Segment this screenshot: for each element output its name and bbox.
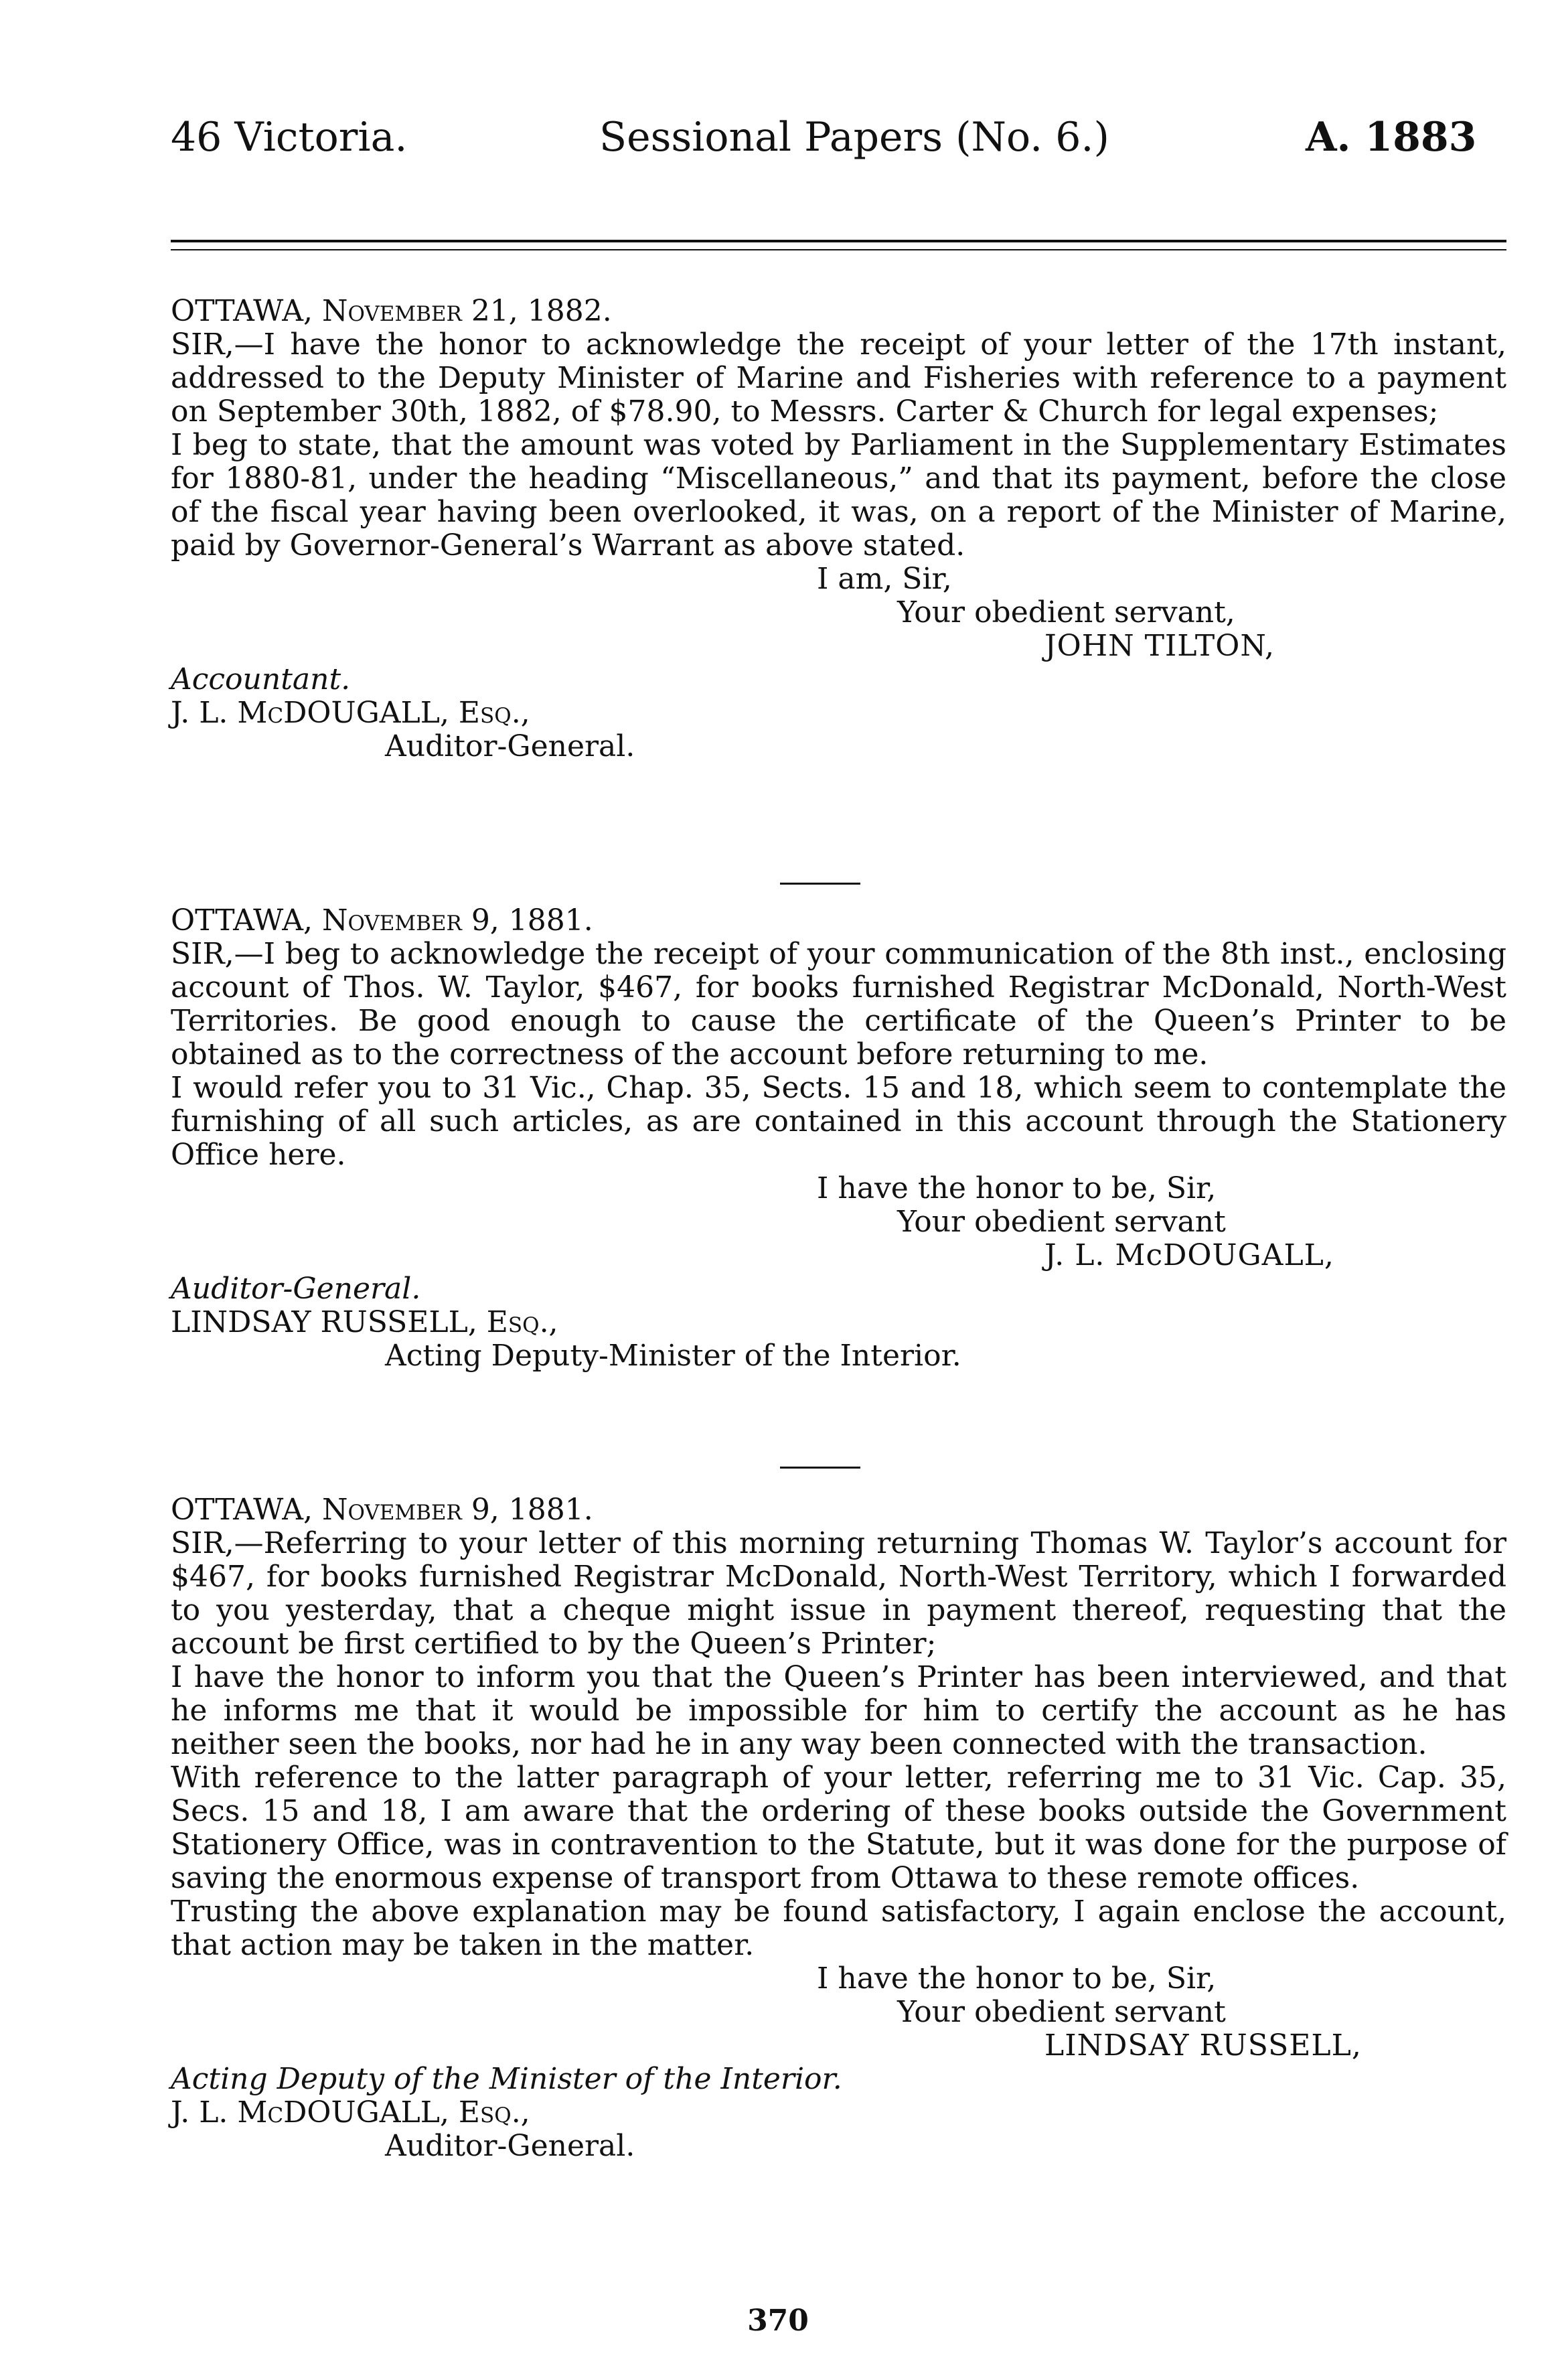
letter-addressee-title: Acting Deputy-Minister of the Interior. [385,1339,961,1373]
letter-2 [171,904,1506,1373]
letter-separator [780,1467,860,1469]
header-title: Sessional Papers (No. 6.) [599,114,1109,161]
letter-date: OTTAWA, November 9, 1881. [171,1493,593,1527]
letter-signatory-title: Acting Deputy of the Minister of the Interior. [171,2062,842,2096]
letter-separator [780,883,860,885]
header-rule-thin [171,249,1506,250]
letter-closing: I have the honor to be, Sir, [817,1961,1217,1996]
letter-paragraph: I have the honor to inform you that the Queen’s Printer has been interviewed, and that he informs me that it would be impossible for him to certify the account as he has neither seen the books, nor had he in any way been connected with the transaction. [171,1660,1506,1761]
letter-paragraph: I beg to state, that the amount was voted by Parliament in the Supplementary Estimates for 1880-81, under the heading “Miscellaneous,” and that its payment, before the close of the fiscal year having been overlooked, it was, on a report of the Minister of Marine, paid by Governor-General’s Warrant as above stated. [171,428,1506,563]
letter-addressee-title: Auditor-General. [385,2129,635,2163]
header-year: A. 1883 [1306,114,1477,161]
letter-closing: Your obedient servant [897,1995,1226,2029]
letter-addressee-title: Auditor-General. [385,729,635,763]
letter-1 [171,295,1506,763]
letter-date: OTTAWA, November 21, 1882. [171,294,612,328]
letter-closing: Your obedient servant [897,1205,1226,1239]
letter-signature: LINDSAY RUSSELL, [1044,2028,1362,2063]
letter-signatory-title: Auditor-General. [171,1272,421,1306]
letter-paragraph: With reference to the latter paragraph of your letter, referring me to 31 Vic. Cap. 35, Secs. 15 and 18, I am aware that the ordering of these books outside the Government Stationery Office, was in contravention to the Statute, but it was done for the purpose of saving the enormous expense of transport from Ottawa to these remote offices. [171,1761,1506,1895]
letter-paragraph: SIR,—I beg to acknowledge the receipt of your communication of the 8th inst., enclosing account of Thos. W. Taylor, $467, for books furnished Registrar McDonald, North-West Territories. Be good enough to cause the certificate of the Queen’s Printer to be obtained as to the correctness of the account before returning to me. [171,937,1506,1071]
page-header [0,114,1556,174]
letter-date: OTTAWA, November 9, 1881. [171,903,593,938]
letter-addressee-name: J. L. McDOUGALL, Esq., [171,696,530,730]
letter-paragraph: SIR,—I have the honor to acknowledge the receipt of your letter of the 17th instant, addressed to the Deputy Minister of Marine and Fisheries with reference to a payment on September 30th, 1882, of $78.90, to Messrs. Carter & Church for legal expenses; [171,327,1506,429]
header-volume: 46 Victoria. [171,114,408,161]
letter-closing: I am, Sir, [817,562,952,596]
letter-closing: I have the honor to be, Sir, [817,1171,1217,1205]
header-rule-thick [171,240,1506,242]
letter-signature: J. L. McDOUGALL, [1044,1238,1334,1272]
letter-signatory-title: Accountant. [171,662,351,696]
letter-signature: JOHN TILTON, [1044,629,1275,663]
letter-paragraph: I would refer you to 31 Vic., Chap. 35, Sects. 15 and 18, which seem to contemplate the furnishing of all such articles, as are contained in this account through the Stationery Office here. [171,1071,1506,1172]
letter-paragraph: SIR,—Referring to your letter of this morning returning Thomas W. Taylor’s account for $467, for books furnished Registrar McDonald, North-West Territory, which I forwarded to you yesterday, that a cheque might issue in payment thereof, requesting that the account be first certified to by the Queen’s Printer; [171,1526,1506,1661]
letter-addressee-name: J. L. McDOUGALL, Esq., [171,2095,530,2130]
page-number: 370 [747,2304,809,2338]
letter-3 [171,1493,1506,2163]
letter-closing: Your obedient servant, [897,595,1235,629]
letter-addressee-name: LINDSAY RUSSELL, Esq., [171,1305,558,1339]
letter-paragraph: Trusting the above explanation may be found satisfactory, I again enclose the account, that action may be taken in the matter. [171,1894,1506,1962]
